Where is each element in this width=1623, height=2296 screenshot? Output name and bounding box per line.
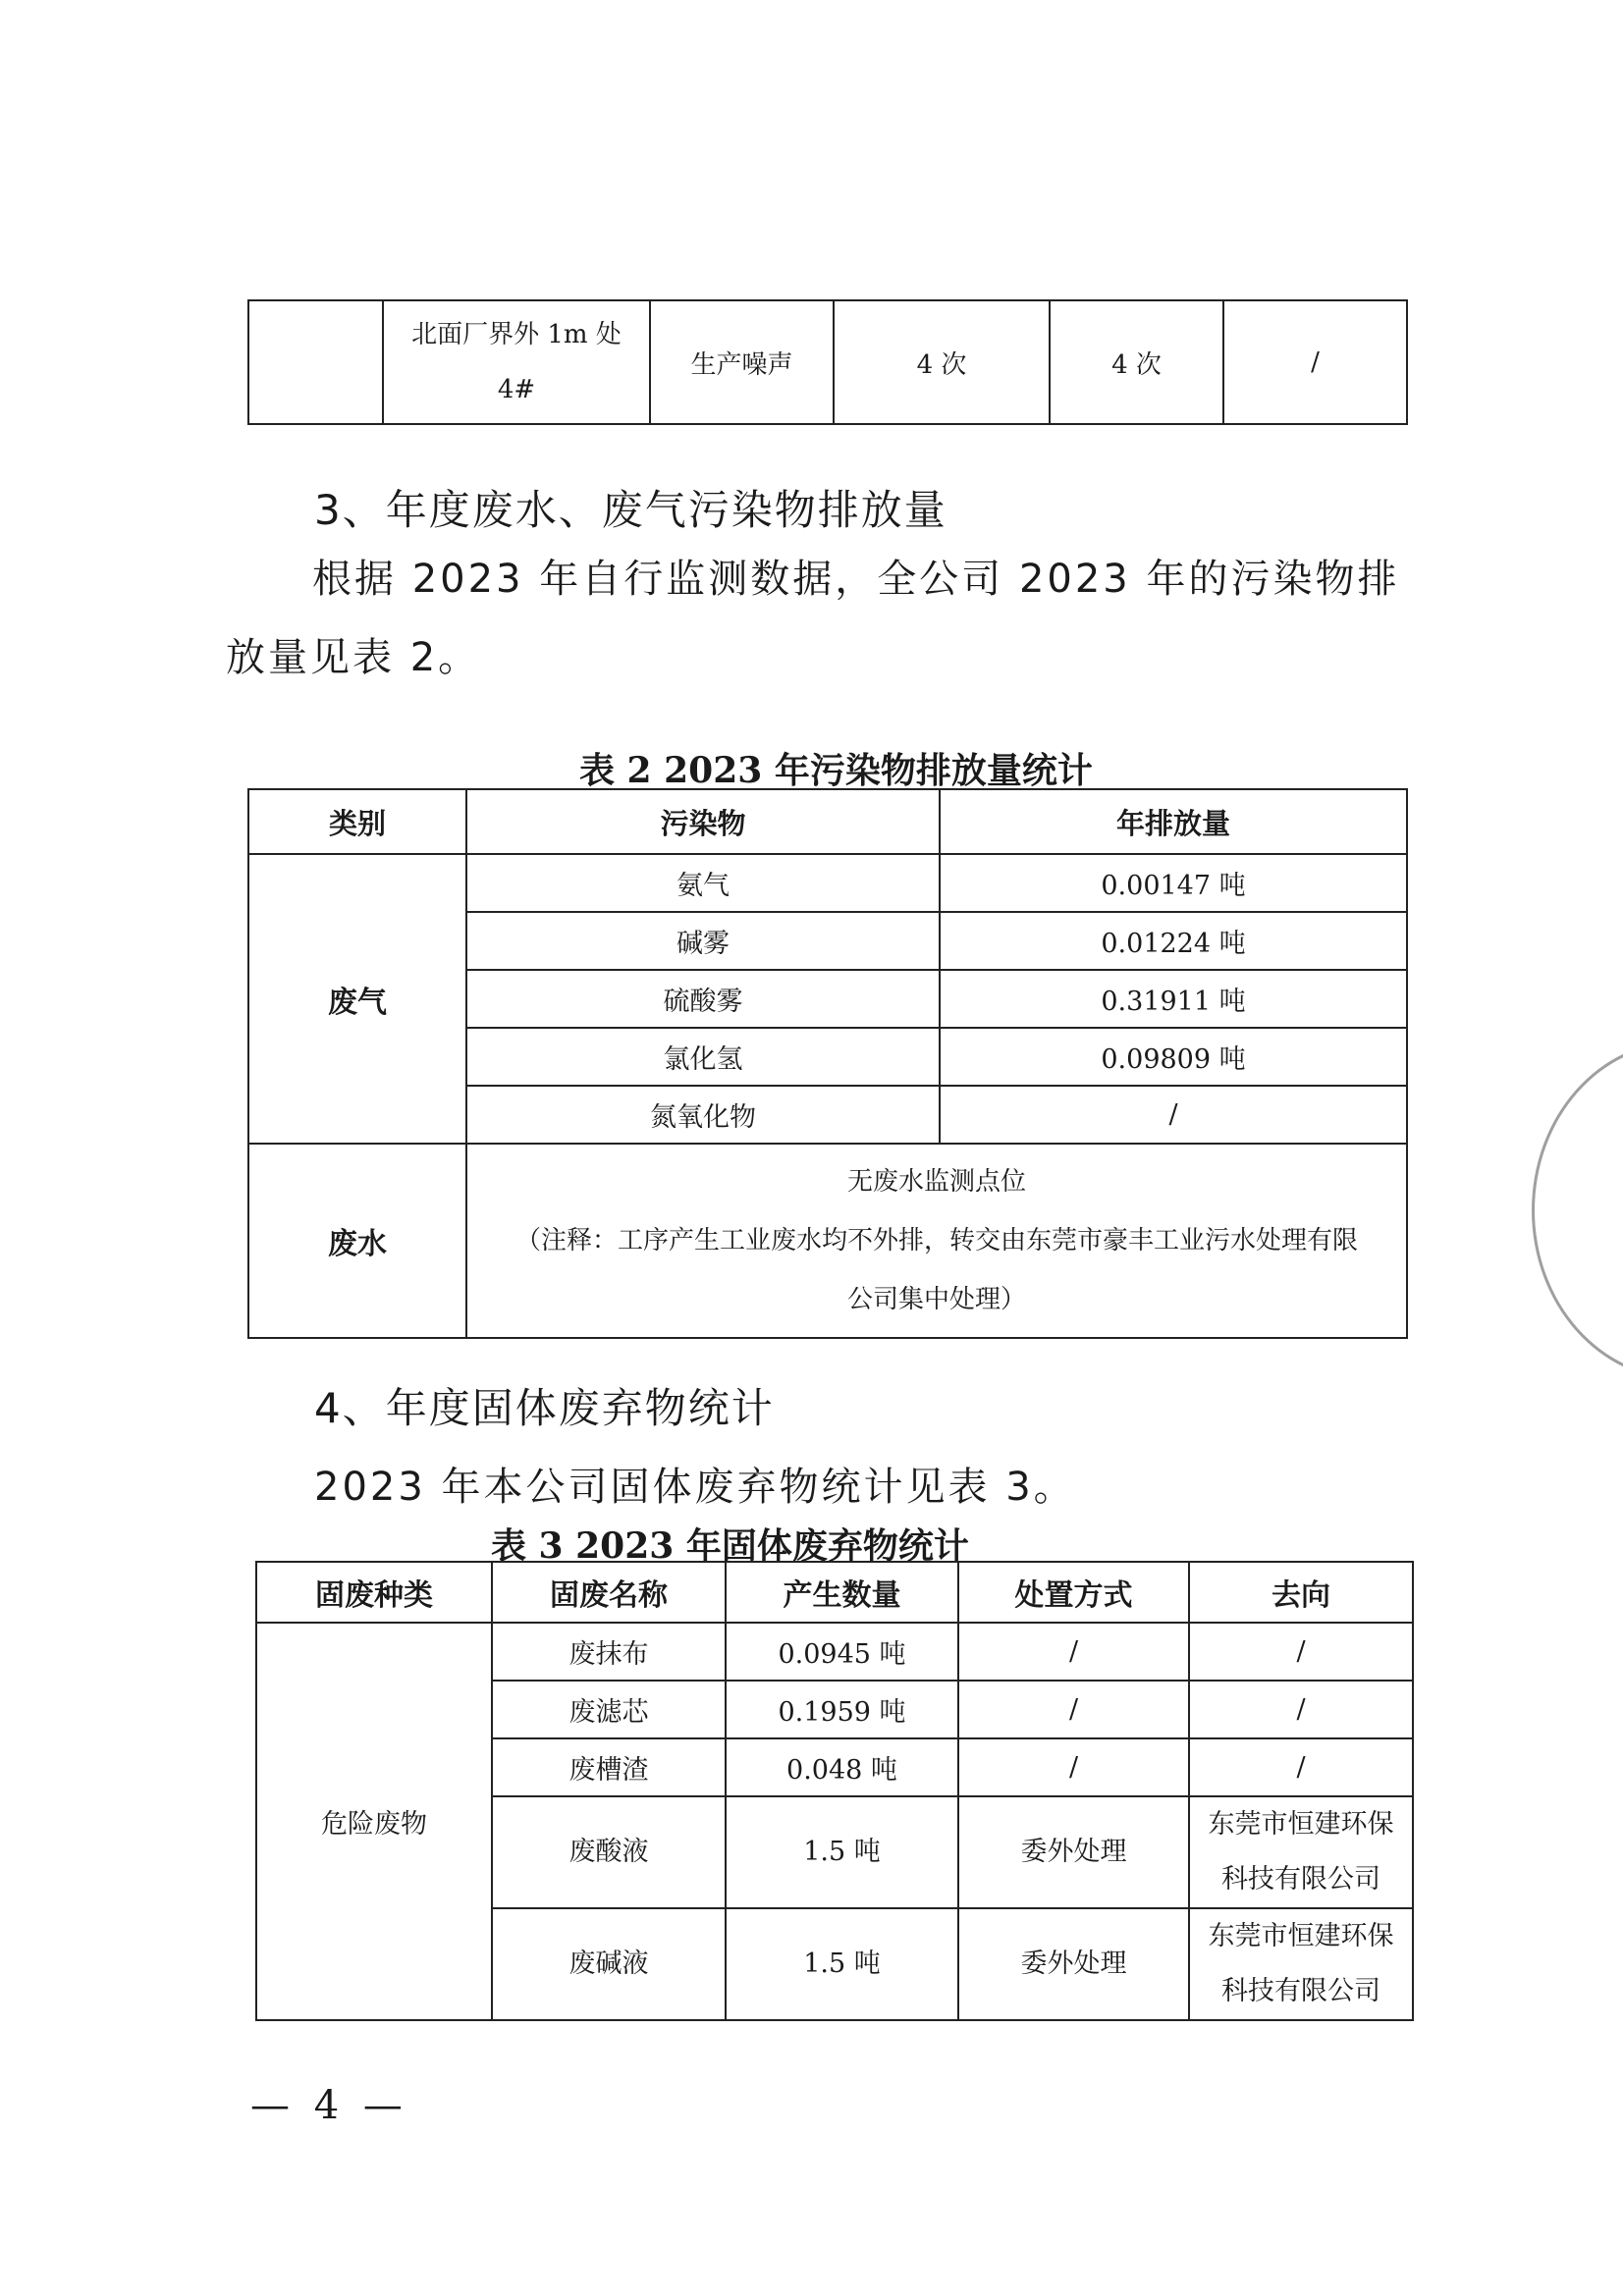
method-cell: /	[958, 1623, 1189, 1681]
destination-cell	[1189, 1908, 1413, 2020]
header-quantity: 产生数量	[726, 1562, 958, 1623]
header-waste-type: 固废种类	[256, 1562, 492, 1623]
water-category-cell: 废水	[248, 1144, 466, 1338]
amount-cell: /	[940, 1086, 1407, 1144]
pollutant-cell: 氨气	[466, 854, 940, 912]
location-cell	[383, 300, 650, 424]
waste-name-cell: 废槽渣	[492, 1738, 726, 1796]
noise-monitoring-table-continuation	[247, 299, 1408, 425]
pollutant-cell: 碱雾	[466, 912, 940, 970]
waste-name-cell: 废滤芯	[492, 1681, 726, 1738]
amount-cell: 0.00147 吨	[940, 854, 1407, 912]
waste-name-cell: 废酸液	[492, 1796, 726, 1908]
water-note-line3: 公司集中处理）	[846, 1285, 1026, 1314]
emissions-table	[247, 788, 1408, 1339]
location-line2: 4#	[497, 375, 536, 404]
destination-line2: 科技有限公司	[1221, 1864, 1380, 1895]
header-pollutant: 污染物	[466, 789, 940, 854]
header-waste-name: 固废名称	[492, 1562, 726, 1623]
pollutant-cell: 氮氧化物	[466, 1086, 940, 1144]
quantity-cell: 0.0945 吨	[726, 1623, 958, 1681]
quantity-cell: 0.1959 吨	[726, 1681, 958, 1738]
water-note-line1: 无废水监测点位	[846, 1167, 1026, 1197]
amount-cell: 0.01224 吨	[940, 912, 1407, 970]
header-destination: 去向	[1189, 1562, 1413, 1623]
header-annual-amount: 年排放量	[940, 789, 1407, 854]
quantity-cell: 1.5 吨	[726, 1796, 958, 1908]
section4-heading: 4、年度固体废弃物统计	[314, 1384, 775, 1432]
freq1-cell: 4 次	[834, 300, 1050, 424]
method-cell: 委外处理	[958, 1908, 1189, 2020]
table3-caption: 表 3 2023 年固体废弃物统计	[491, 1525, 969, 1567]
location-line1: 北面厂界外 1m 处	[411, 320, 622, 349]
company-seal-fragment	[1532, 1041, 1623, 1380]
table-cell-empty	[248, 300, 383, 424]
destination-cell: /	[1189, 1681, 1413, 1738]
quantity-cell: 0.048 吨	[726, 1738, 958, 1796]
destination-line2: 科技有限公司	[1221, 1976, 1380, 2006]
destination-cell: /	[1189, 1623, 1413, 1681]
section3-heading: 3、年度废水、废气污染物排放量	[314, 486, 947, 534]
table-header-row	[248, 789, 1407, 854]
method-cell: /	[958, 1681, 1189, 1738]
gas-category-cell: 废气	[248, 854, 466, 1144]
item-cell: 生产噪声	[650, 300, 834, 424]
table2-caption: 表 2 2023 年污染物排放量统计	[579, 750, 1093, 791]
hazardous-category-cell: 危险废物	[256, 1623, 492, 2020]
note-cell: /	[1223, 300, 1407, 424]
destination-cell: /	[1189, 1738, 1413, 1796]
pollutant-cell: 硫酸雾	[466, 970, 940, 1028]
table-row	[248, 854, 1407, 912]
section4-paragraph: 2023 年本公司固体废弃物统计见表 3。	[314, 1465, 1076, 1510]
table-row	[248, 300, 1407, 424]
solid-waste-table	[255, 1561, 1414, 2021]
freq2-cell: 4 次	[1050, 300, 1223, 424]
destination-cell	[1189, 1796, 1413, 1908]
header-category: 类别	[248, 789, 466, 854]
water-note-line2: （注释：工序产生工业废水均不外排，转交由东莞市豪丰工业污水处理有限	[514, 1226, 1358, 1255]
method-cell: /	[958, 1738, 1189, 1796]
amount-cell: 0.09809 吨	[940, 1028, 1407, 1086]
page-number: — 4 —	[250, 2083, 408, 2128]
table-row	[256, 1623, 1413, 1681]
table-header-row	[256, 1562, 1413, 1623]
section3-paragraph: 根据 2023 年自行监测数据，全公司 2023 年的污染物排放量见表 2。	[226, 557, 1400, 680]
method-cell: 委外处理	[958, 1796, 1189, 1908]
waste-name-cell: 废碱液	[492, 1908, 726, 2020]
table-row	[248, 1144, 1407, 1338]
amount-cell: 0.31911 吨	[940, 970, 1407, 1028]
water-note-cell	[466, 1144, 1407, 1338]
waste-name-cell: 废抹布	[492, 1623, 726, 1681]
quantity-cell: 1.5 吨	[726, 1908, 958, 2020]
header-disposal-method: 处置方式	[958, 1562, 1189, 1623]
destination-line1: 东莞市恒建环保	[1208, 1809, 1394, 1840]
pollutant-cell: 氯化氢	[466, 1028, 940, 1086]
destination-line1: 东莞市恒建环保	[1208, 1921, 1394, 1951]
